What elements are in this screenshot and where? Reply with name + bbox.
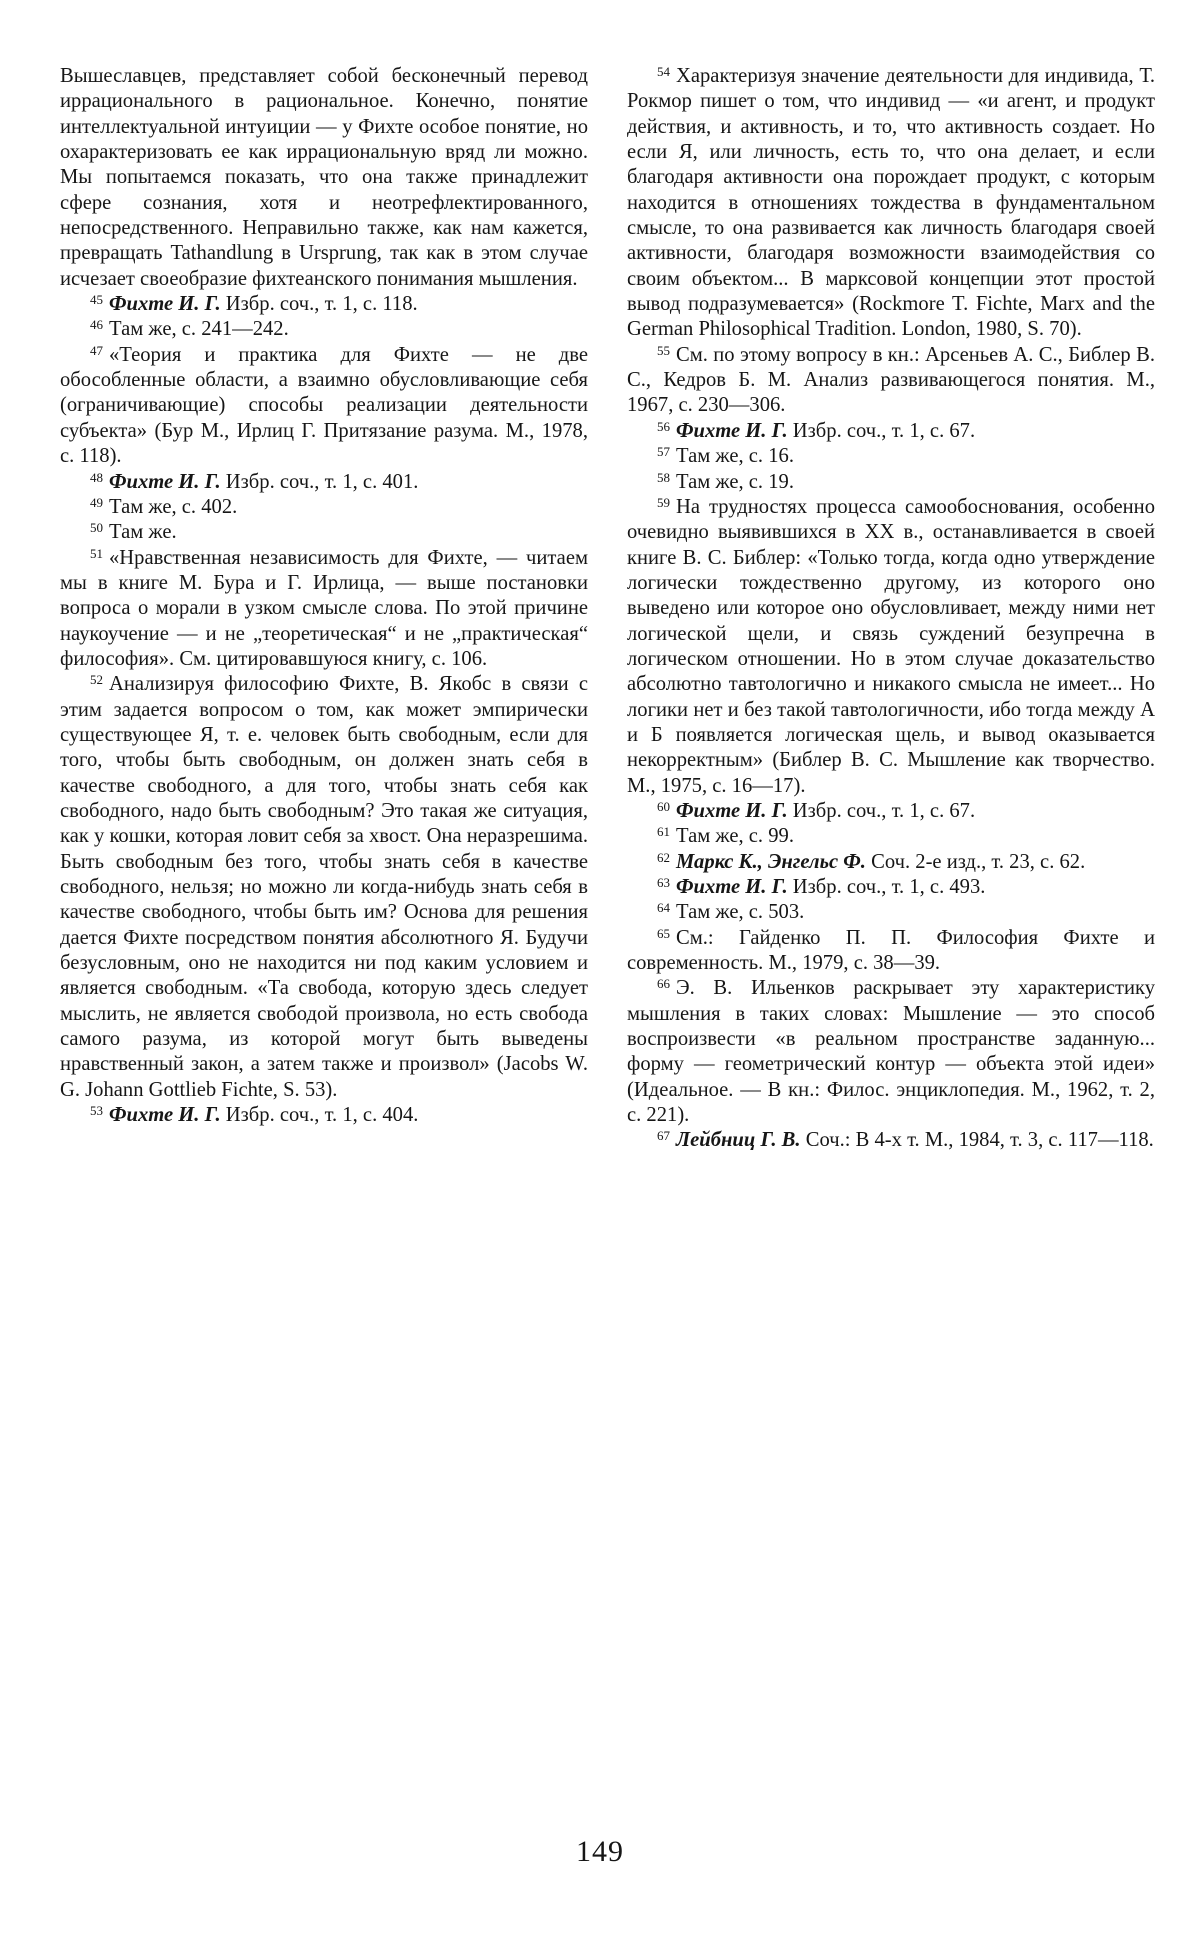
footnote-author: Фихте И. Г. <box>109 1104 221 1127</box>
footnote-text: См. по этому вопросу в кн.: Арсеньев А. С., Библер В. С., Кедров Б. М. Анализ развивающегося понятия. М., 1967, с. 230—306. <box>627 343 1155 417</box>
footnote-number: 51 <box>90 545 103 561</box>
footnote-author: Фихте И. Г. <box>109 470 221 493</box>
footnote-number: 53 <box>90 1103 103 1119</box>
footnote <box>60 672 588 1103</box>
footnote <box>627 343 1155 419</box>
footnote <box>60 546 588 673</box>
footnote-number: 58 <box>657 469 670 485</box>
footnote-text: Там же, с. 503. <box>676 901 805 924</box>
footnote <box>627 1128 1155 1153</box>
footnote-number: 52 <box>90 672 103 688</box>
footnote-text: «Нравственная независимость для Фихте, — читаем мы в книге М. Бура и Г. Ирлица, — выше постановки вопроса о морали в узком смысле слова. По этой причине наукоучение — и не „теоретическая“ и не „практическая“ философия». См. цитировавшуюся книгу, с. 106. <box>60 546 588 670</box>
footnote-text: На трудностях процесса самообоснования, особенно очевидно выявившихся в XX в., останавливается в своей книге В. С. Библер: «Только тогда, когда одно утверждение логически тождественно другому, из которого оно выведено или которое оно обусловливает, между ними нет логической щели, и связь суждений безупречна в логическом отношении. Но в этом случае доказательство абсолютно тавтологично и никакого смысла не имеет... Но логики нет и без такой тавтологичности, ибо тогда между А и Б появляется логическая щель, и вывод оказывается некорректным» (Библер В. С. Мышление как творчество. М., 1975, с. 16—17). <box>627 495 1155 797</box>
footnote <box>60 343 588 470</box>
footnote-text: Соч.: В 4-х т. М., 1984, т. 3, с. 117—118. <box>800 1129 1154 1152</box>
footnote-author: Маркс К., Энгельс Ф. <box>676 850 866 873</box>
footnote-text: Там же, с. 19. <box>676 470 794 493</box>
footnote-text: Избр. соч., т. 1, с. 118. <box>220 293 418 316</box>
footnote-text: Там же, с. 99. <box>676 825 794 848</box>
footnote-number: 50 <box>90 520 103 536</box>
footnote <box>627 495 1155 799</box>
footnote-text: Избр. соч., т. 1, с. 67. <box>787 799 976 822</box>
footnote-text: Анализируя философию Фихте, В. Якобс в связи с этим задается вопросом о том, как может эмпирически существующее Я, т. е. человек быть свободным, если для того, чтобы быть свободным, он должен знать себя в качестве свободного, а для того, чтобы знать себя как свободного, надо быть свободным? Это такая же ситуация, как у кошки, которая ловит себя за хвост. Она неразрешима. Быть свободным без того, чтобы знать себя в качестве свободного, нельзя; но можно ли когда-нибудь знать себя в качестве свободного, чтобы быть им? Основа для решения дается Фихте посредством понятия абсолютного Я. Будучи безусловным, оно не находится ни под каким условием и является свободным. «Та свобода, которую здесь следует мыслить, не является свободой произвола, но есть свобода самого разума, из которой могут быть выведены нравственный закон, а затем также и произвол» (Jacobs W. G. Johann Gottlieb Fichte, S. 53). <box>60 673 588 1101</box>
footnote-text: Там же, с. 402. <box>109 495 238 518</box>
footnote-text: «Теория и практика для Фихте — не две обособленные области, а взаимно обусловливающие себя (ограничивающие) способы реализации деятельности субъекта» (Бур М., Ирлиц Г. Притязание разума. М., 1978, с. 118). <box>60 343 588 468</box>
footnote-author: Лейбниц Г. В. <box>676 1129 801 1152</box>
footnote-number: 55 <box>657 342 670 358</box>
footnote-text: См.: Гайденко П. П. Философия Фихте и современность. М., 1979, с. 38—39. <box>627 926 1155 975</box>
footnote <box>60 292 588 317</box>
footnote-number: 64 <box>657 900 670 916</box>
footnote <box>60 470 588 495</box>
footnote-number: 60 <box>657 798 670 814</box>
footnote-text: Там же. <box>109 521 177 544</box>
footnote-text: Избр. соч., т. 1, с. 404. <box>220 1104 419 1127</box>
footnote <box>627 64 1155 343</box>
footnote <box>627 444 1155 469</box>
footnote-number: 56 <box>657 418 670 434</box>
footnote-number: 59 <box>657 494 670 510</box>
footnote <box>627 875 1155 900</box>
footnote-number: 54 <box>657 64 670 79</box>
footnote <box>627 470 1155 495</box>
footnote <box>627 926 1155 977</box>
footnote <box>627 799 1155 824</box>
footnote-text: Соч. 2-е изд., т. 23, с. 62. <box>865 850 1086 873</box>
footnote-number: 65 <box>657 925 670 941</box>
footnote-text: Характеризуя значение деятельности для индивида, Т. Рокмор пишет о том, что индивид — «и агент, и продукт действия, и активность, и то, что активность создает. Но если Я, или личность, есть то, что она делает, и если благодаря активности она порождает продукт, с которым находится в отношениях тождества в фундаментальном смысле, то она развивается как личность благодаря своей активности, благодаря возможности взаимодействия со своим объектом... В марксовой концепции этот простой вывод подразумевается» (Rockmore T. Fichte, Marx and the German Philosophical Tradition. London, 1980, S. 70). <box>627 65 1155 341</box>
footnote-author: Фихте И. Г. <box>109 293 221 316</box>
footnote <box>60 1103 588 1128</box>
footnote-number: 48 <box>90 469 103 485</box>
footnote-text: Там же, с. 241—242. <box>109 318 289 341</box>
footnote-author: Фихте И. Г. <box>676 419 788 442</box>
footnote-number: 46 <box>90 317 103 333</box>
right-column <box>627 64 1155 1154</box>
footnote-number: 62 <box>657 849 670 865</box>
footnote-text: Избр. соч., т. 1, с. 67. <box>787 419 976 442</box>
left-footnotes <box>60 292 588 1128</box>
footnote-number: 67 <box>657 1128 670 1144</box>
footnote-number: 63 <box>657 875 670 890</box>
footnote <box>627 900 1155 925</box>
footnote-number: 45 <box>90 292 103 308</box>
footnote-number: 49 <box>90 494 103 510</box>
footnote-text: Избр. соч., т. 1, с. 401. <box>220 470 419 493</box>
footnote <box>627 824 1155 849</box>
page-number: 149 <box>576 1835 624 1868</box>
footnote-number: 47 <box>90 342 103 358</box>
right-footnotes <box>627 64 1155 1154</box>
footnote <box>627 419 1155 444</box>
footnote <box>627 850 1155 875</box>
footnote <box>60 495 588 520</box>
footnote-author: Фихте И. Г. <box>676 799 788 822</box>
footnote <box>60 317 588 342</box>
footnote-number: 61 <box>657 824 670 840</box>
continuation-paragraph: Вышеславцев, представляет собой бесконечный перевод иррационального в рациональное. Конечно, понятие интеллектуальной интуиции — у Фихте особое понятие, но охарактеризовать ее как иррациональную вряд ли можно. Мы попытаемся показать, что она также принадлежит сфере сознания, хотя и неотрефлектированного, непосредственного. Неправильно также, как нам кажется, превращать Tathandlung в Ursprung, так как в этом случае исчезает своеобразие фихтеанского понимания мышления. <box>60 65 588 290</box>
left-column <box>60 64 588 1128</box>
footnote-text: Э. В. Ильенков раскрывает эту характеристику мышления в таких словах: Мышление — это способ воспроизвести «в реальном пространстве заданную... форму — геометрический контур — объекта этой идеи» (Идеальное. — В кн.: Филос. энциклопедия. М., 1962, т. 2, с. 221). <box>627 977 1155 1127</box>
footnote-text: Избр. соч., т. 1, с. 493. <box>787 876 986 898</box>
footnote <box>60 520 588 545</box>
footnote-text: Там же, с. 16. <box>676 445 794 468</box>
footnote <box>627 976 1155 1128</box>
footnote-author: Фихте И. Г. <box>676 876 788 898</box>
footnote-number: 66 <box>657 976 670 992</box>
footnote-number: 57 <box>657 444 670 460</box>
